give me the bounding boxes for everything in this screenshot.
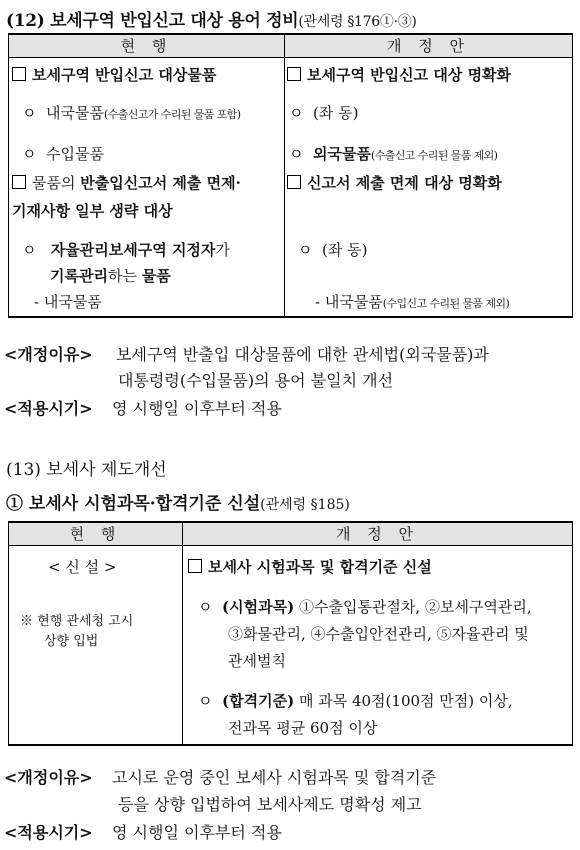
s13-reason-line-1: 고시로 운영 중인 보세사 시험과목 및 합격기준 [112,768,437,787]
s13-reason-line-2: 등을 상향 입법하여 보세사제도 명확성 제고 [118,795,422,814]
s12-reason-line-2: 대통령령(수입물품)의 용어 불일치 개선 [118,371,394,390]
checkbox-square-icon [287,67,301,81]
rev-item-1: 보세구역 반입신고 대상 명확화 [287,64,511,85]
column-header-revised: 개 정 안 [285,34,573,58]
cur-note-line-1: ※ 현행 관세청 고시 [20,614,134,629]
rev-item-4: 신고서 제출 면제 대상 명확화 [287,172,502,193]
checkbox-square-icon [188,559,202,573]
rev-item-6: - 내국물품(수입신고 수리된 물품 제외) [315,293,510,311]
cur-item-6: - 내국물품 [34,293,102,311]
checkbox-square-icon [12,67,26,81]
cur-item-2: ㅇ 내국물품(수출신고가 수리된 물품 포함) [22,104,241,122]
s13-apply-text: 영 시행일 이후부터 적용 [112,823,282,842]
checkbox-square-icon [12,175,26,189]
rev-item-2: ㅇ (좌 동) [289,104,359,122]
s12-reason-line-1: 보세구역 반출입 대상물품에 대한 관세법(외국물품)과 [116,345,489,364]
rev13-subjects-line-1: ㅇ (시험과목) ①수출입통관절차, ②보세구역관리, [198,598,532,616]
column-header-revised: 개 정 안 [183,522,573,546]
s12-apply-text: 영 시행일 이후부터 적용 [112,399,282,418]
rev-item-5: ㅇ (좌 동) [298,241,368,259]
cur-item-4-cont: 기재사항 일부 생략 대상 [12,202,173,220]
cur-new-label: < 신 설 > [48,558,117,576]
rev13-subjects-line-3: 관세벌칙 [228,652,286,670]
section-12-title [6,6,417,31]
s13-reason-label: <개정이유> [4,768,93,787]
rev13-pass-line-2: 전과목 평균 60점 이상 [228,719,378,737]
rev13-item-1: 보세사 시험과목 및 합격기준 신설 [188,556,432,577]
cur-item-1: 보세구역 반입신고 대상물품 [12,64,216,85]
column-header-current: 현 행 [9,34,285,58]
section-12-heading: (12) 보세구역 반입신고 대상 용어 정비 [6,11,299,31]
s12-apply-label: <적용시기> [4,399,93,418]
s12-reason-label: <개정이유> [4,345,93,364]
section-13-subtitle-reference: (관세령 §185) [260,497,350,513]
rev13-subjects-line-2: ③화물관리, ④수출입안전관리, ⑤자율관리 및 [228,625,529,643]
cur-item-4: 물품의 반출입신고서 제출 면제· [12,172,241,193]
section-13-subtitle-text: ① 보세사 시험과목·합격기준 신설 [6,494,261,514]
cur-note-line-2: 상향 입법 [44,634,99,649]
checkbox-square-icon [287,175,301,189]
section-13-subtitle [6,489,350,514]
cur-item-5: ㅇ 자율관리보세구역 지정자가 [22,241,230,259]
rev13-pass-line-1: ㅇ (합격기준) 매 과목 40점(100점 만점) 이상, [198,692,513,710]
section-12-reference: (관세령 §176①·③) [298,14,417,30]
rev-item-3: ㅇ 외국물품(수출신고 수리된 물품 제외) [289,145,498,163]
s13-apply-label: <적용시기> [4,823,93,842]
cur-item-3: ㅇ 수입물품 [22,145,104,163]
column-header-current: 현 행 [9,522,183,546]
section-13-title: (13) 보세사 제도개선 [6,460,167,480]
cur-item-5-cont: 기록관리하는 물품 [50,267,171,285]
